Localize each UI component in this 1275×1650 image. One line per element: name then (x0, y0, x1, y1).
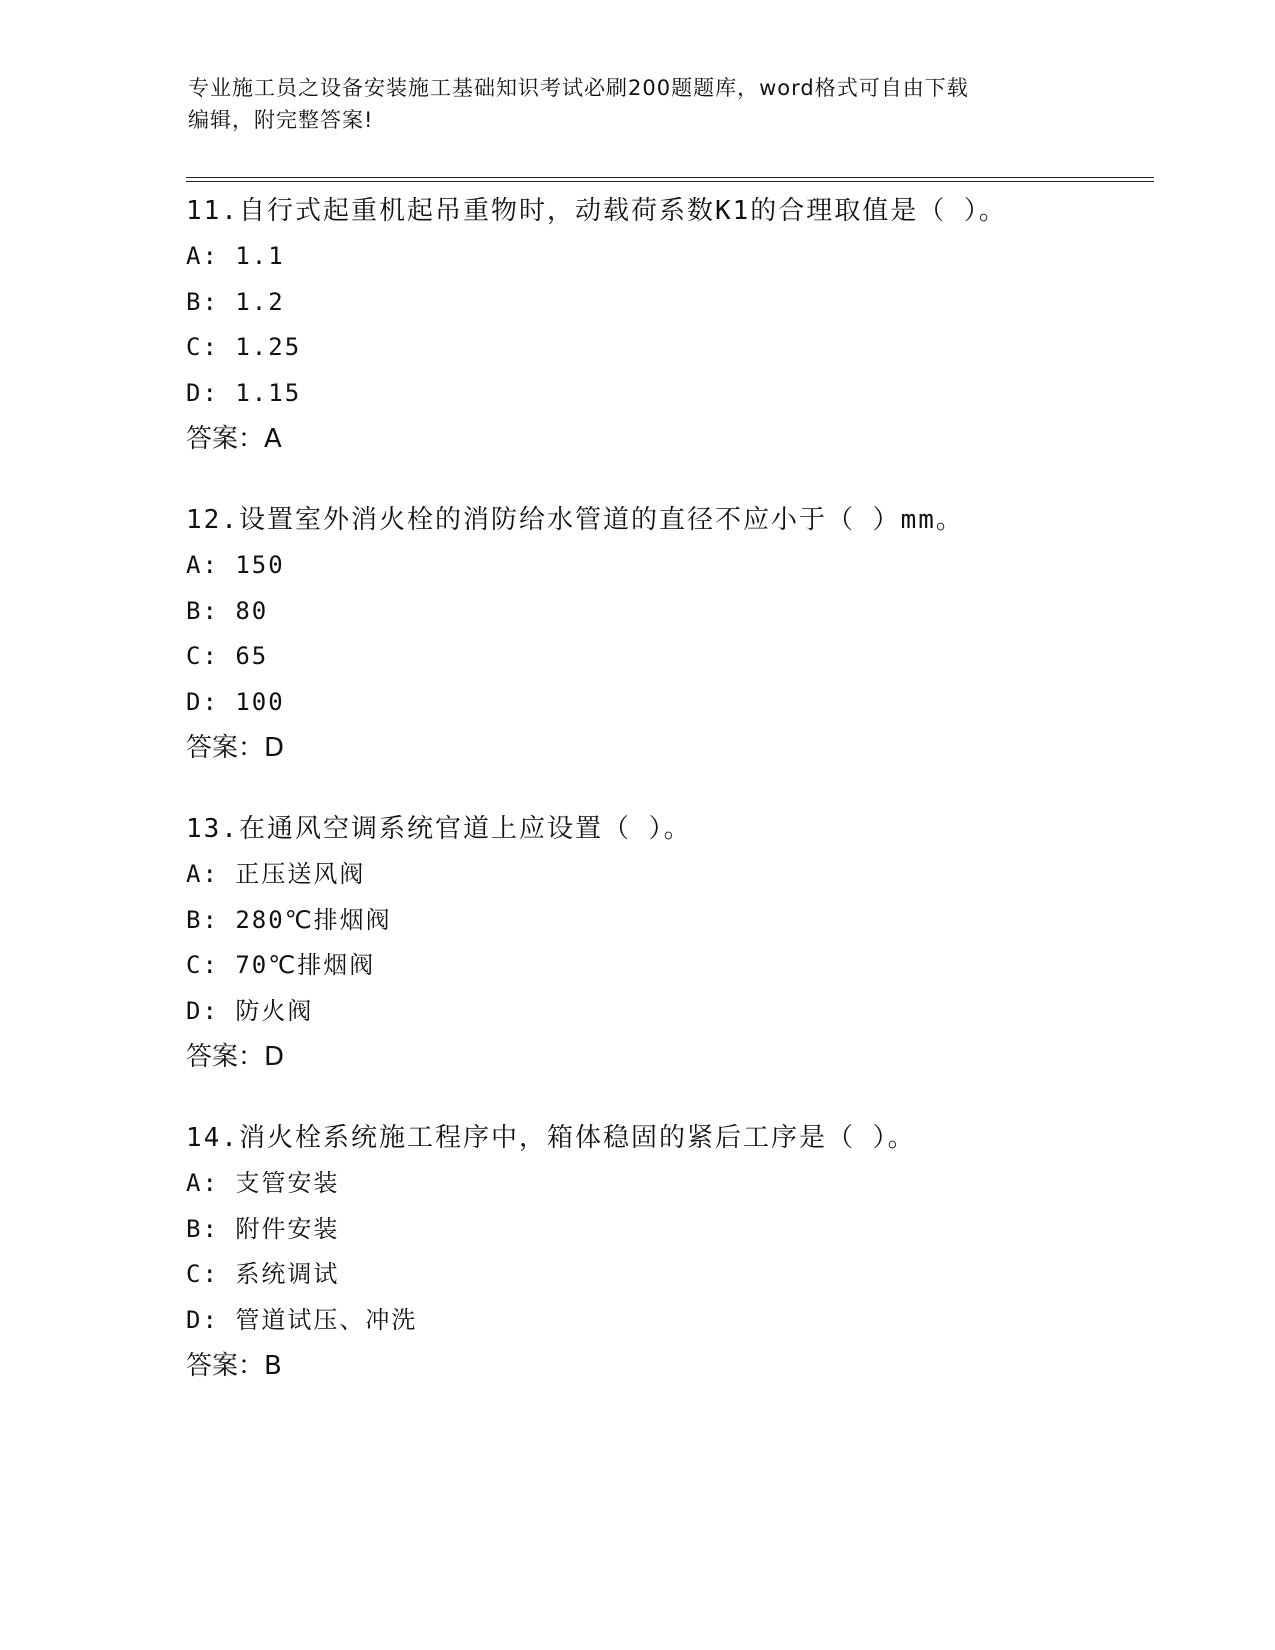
question-list (186, 188, 1166, 1424)
option-d: D: 管道试压、冲洗 (186, 1305, 418, 1334)
option-d: D: 防火阀 (186, 996, 314, 1025)
option-c: C: 1.25 (186, 333, 302, 361)
option-c: C: 系统调试 (186, 1260, 340, 1288)
question-stem: 14.消火栓系统施工程序中，箱体稳固的紧后工序是（ ）。 (186, 1123, 916, 1153)
option-b: B: 80 (186, 596, 269, 625)
answer: 答案：A (186, 424, 282, 454)
answer: 答案：B (186, 1351, 282, 1381)
question-stem: 11.自行式起重机起吊重物时，动载荷系数K1的合理取值是（ ）。 (186, 196, 1007, 226)
option-b: B: 1.2 (186, 287, 285, 316)
question-11 (186, 188, 1166, 462)
question-stem: 13.在通风空调系统官道上应设置（ ）。 (186, 814, 692, 844)
option-a: A: 支管安装 (186, 1169, 340, 1197)
option-b: B: 附件安装 (186, 1214, 340, 1243)
option-a: A: 正压送风阀 (186, 860, 366, 888)
option-d: D: 100 (186, 687, 285, 716)
question-stem: 12.设置室外消火栓的消防给水管道的直径不应小于（ ）mm。 (186, 505, 964, 535)
option-b: B: 280℃排烟阀 (186, 905, 392, 934)
option-a: A: 150 (186, 551, 285, 579)
document-title-line-2: 编辑，附完整答案! (188, 108, 374, 132)
document-header (188, 72, 1088, 136)
option-a: A: 1.1 (186, 242, 285, 270)
option-c: C: 65 (186, 642, 269, 670)
document-title-line-1: 专业施工员之设备安装施工基础知识考试必刷200题题库，word格式可自由下载 (188, 76, 969, 100)
answer: 答案：D (186, 733, 285, 763)
question-12 (186, 497, 1166, 771)
option-d: D: 1.15 (186, 378, 302, 407)
header-double-rule (186, 177, 1154, 182)
question-14 (186, 1115, 1166, 1389)
option-c: C: 70℃排烟阀 (186, 951, 376, 979)
answer: 答案：D (186, 1042, 285, 1072)
question-13 (186, 806, 1166, 1080)
